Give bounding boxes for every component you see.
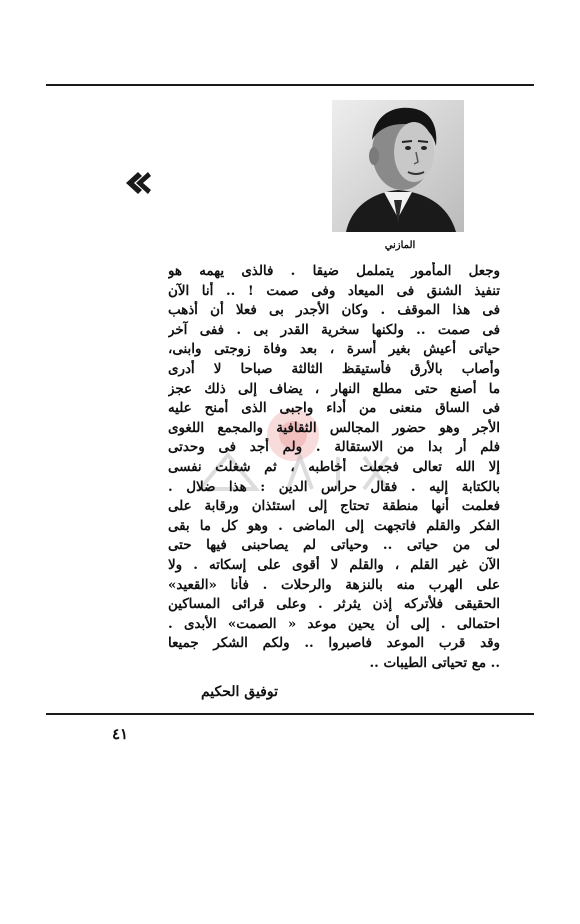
- double-chevron-left-icon: [122, 170, 152, 196]
- article-line: حياتى أعيش بغير أسرة ، بعد وفاة زوجتى وابنى،: [168, 341, 500, 358]
- article-line: وأصاب بالأرق فأستيقظ الثالثة صباحا لا أدرى: [168, 360, 500, 377]
- article-line: وجعل المأمور يتململ ضيقا . فالذى يهمه هو: [168, 263, 500, 279]
- page-number: ٤١: [112, 725, 129, 743]
- article-line: فى الساق منعنى من أداء واجبى الذى أمنح عليه: [168, 400, 500, 417]
- photo-caption: المازني: [384, 240, 416, 251]
- article-line: الآن غير القلم ، والقلم لا أقوى على إسكاته . ولا: [168, 556, 500, 573]
- article-line: فلم أر بدا من الاستقالة . ولم أجد فى وحدتى: [168, 439, 500, 456]
- article-line: الأجر وهو حضور المجالس الثقافية والمجمع اللغوى: [168, 419, 500, 436]
- article-line: احتمالى . إلى أن يحين موعد « الصمت» الأبدى .: [168, 615, 500, 632]
- article-line: فى هذا الموقف . وكان الأجدر بى فعلا أن أذهب: [168, 302, 500, 319]
- article-line: بالكتابة إليه . فقال حراس الدين : هذا ضلال .: [168, 478, 500, 495]
- author-signature: توفيق الحكيم: [200, 684, 278, 700]
- article-line: الحقيقى فلأتركه إذن يثرثر . وعلى قرائى المساكين: [168, 596, 500, 613]
- top-rule: [46, 84, 534, 86]
- article-line: الفكر والقلم فاتجهت إلى الماضى . وهو كل ما بقى: [168, 517, 500, 534]
- author-portrait: [332, 100, 464, 232]
- article-body: [168, 262, 500, 673]
- article-line: تنفيذ الشنق فى الميعاد وفى صمت ! .. أنا الآن: [168, 282, 500, 299]
- article-line: إلا الله تعالى فجعلت أخاطبه ، ثم شغلت نفسى: [168, 458, 500, 475]
- article-line: .. مع تحياتى الطيبات ..: [369, 654, 500, 671]
- bottom-rule: [46, 713, 534, 715]
- article-line: ما أصنع حتى مطلع النهار ، يضاف إلى ذلك عجز: [168, 380, 500, 397]
- article-line: فى صمت .. ولكنها سخرية القدر بى . ففى آخر: [168, 321, 500, 338]
- article-line: فعلمت أنها منطقة تحتاج إلى استئذان ورقابة على: [168, 498, 500, 515]
- article-line: على الهرب منه بالنزهة والرحلات . فأنا «القعيد»: [168, 576, 500, 593]
- portrait-photo: [332, 100, 464, 232]
- article-line: لى من حياتى .. وحياتى لم يصاحبنى فيها حتى: [168, 537, 500, 554]
- article-line: وقد قرب الموعد فاصبروا .. ولكم الشكر جميعا: [168, 635, 500, 652]
